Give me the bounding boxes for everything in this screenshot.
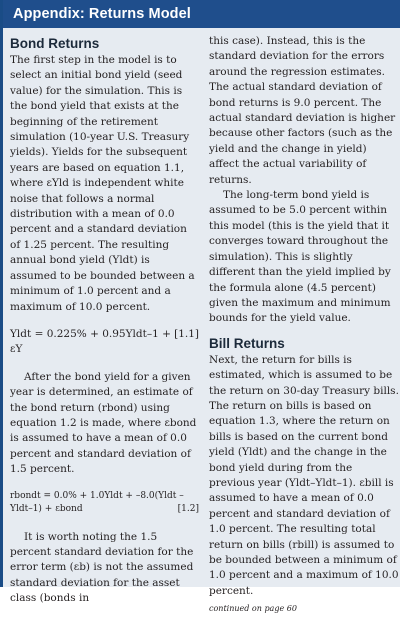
continued-note: continued on page 60 (209, 604, 297, 614)
equation-1-1-text: Yldt = 0.225% + 0.95Yldt–1 + εY (10, 327, 171, 356)
left-column (10, 34, 199, 605)
equation-1-1 (10, 327, 199, 358)
bill-paragraph: Next, the return for bills is estimated, which is assumed to be the return on 30-day Treasury bills. The return on bills is based on equation 1.3, where the return on bills is based on the current bond yield (Yldt) and the change in the bond yield during from the previous year (Yldt–Yldt–1). εbill is assumed to have a mean of 0.0 percent and standard deviation of 1.0 percent. The resulting total return on bills (rbill) is assumed to be bounded between a minimum of 1.0 percent and a maximum of 10.0 percent. (209, 353, 399, 597)
bond-paragraph-continued: this case). Instead, this is the standard deviation for the errors around the regression estimates. The actual standard deviation of bond returns is 9.0 percent. The actual standard deviation is higher because other factors (such as the yield and the change in yield) affect the actual variability of returns. (209, 35, 396, 186)
equation-1-2-line-1: rbondt = 0.0% + 1.0Yldt + –8.0(Yldt – (10, 490, 184, 501)
bill-returns-heading: Bill Returns (209, 335, 285, 351)
page-header: Appendix: Returns Model (3, 0, 400, 28)
bond-paragraph-3: It is worth noting the 1.5 percent standard deviation for the error term (εb) is not the assumed standard deviation for the asset class (bonds in (10, 530, 194, 605)
equation-1-2-line-2: Yldt–1) + εbond (10, 503, 83, 514)
equation-1-2 (10, 490, 199, 516)
bond-paragraph-long-term-yield: The long-term bond yield is assumed to be 5.0 percent within this model (this is the yield that it converges toward throughout the simulation). This is slightly different than the yield implied by the formula alone (4.5 percent) given the maximum and minimum bounds for the yield value. (209, 189, 391, 325)
bond-paragraph-1: The first step in the model is to select an initial bond yield (seed value) for the simulation. This is the bond yield that exists at the beginning of the retirement simulation (10-year U.S. Treasury yields). Yields for the subsequent years are based on equation 1.1, where εYld is independent white noise that follows a normal distribution with a mean of 0.0 percent and a standard deviation of 1.25 percent. The resulting annual bond yield (Yldt) is assumed to be bounded between a minimum of 1.0 percent and a maximum of 10.0 percent. (10, 54, 195, 313)
bond-paragraph-2: After the bond yield for a given year is determined, an estimate of the bond return (rbond) using equation 1.2 is made, where εbond is assumed to have a mean of 0.0 percent and standard deviation of 1.5 percent. (10, 370, 197, 476)
equation-1-1-tag: [1.1] (174, 327, 199, 340)
equation-1-2-tag: [1.2] (177, 503, 199, 514)
article-body (10, 34, 399, 614)
bond-returns-heading: Bond Returns (10, 36, 100, 51)
right-column (209, 34, 399, 614)
